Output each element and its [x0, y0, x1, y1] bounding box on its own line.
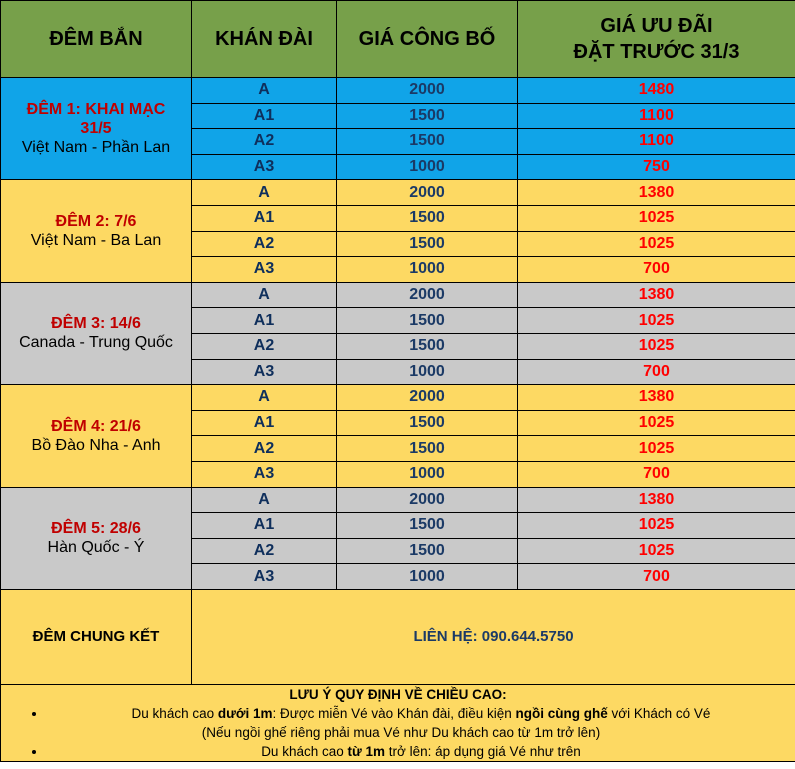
public-price-cell: 1500	[337, 513, 518, 539]
night-title: ĐÊM 5: 28/6	[51, 520, 141, 538]
public-price-cell: 1000	[337, 461, 518, 487]
header-deal-line2: ĐẶT TRƯỚC 31/3	[573, 41, 740, 63]
public-price-cell: 1500	[337, 231, 518, 257]
deal-price-cell: 1025	[518, 231, 795, 257]
notes-list	[1, 704, 795, 761]
note-emphasis: từ 1m	[347, 743, 386, 759]
height-notes	[1, 684, 795, 761]
deal-price-cell: 1380	[518, 282, 795, 308]
stand-cell: A3	[192, 564, 337, 590]
stand-cell: A2	[192, 231, 337, 257]
final-night-row	[1, 589, 795, 684]
note-under-1m	[47, 704, 795, 723]
public-price-cell: 1500	[337, 538, 518, 564]
night-title: ĐÊM 2: 7/6	[55, 213, 137, 231]
deal-price-cell: 1025	[518, 410, 795, 436]
note-text: Du khách cao	[261, 743, 348, 759]
note-text: : Được miễn Vé vào Khán đài, điều kiện	[272, 705, 516, 721]
header-public-price: GIÁ CÔNG BỐ	[337, 1, 518, 78]
stand-cell: A3	[192, 154, 337, 180]
deal-price-cell: 750	[518, 154, 795, 180]
deal-price-cell: 1380	[518, 385, 795, 411]
note-emphasis: dưới 1m	[217, 705, 273, 721]
public-price-cell: 2000	[337, 487, 518, 513]
night-cell	[1, 180, 192, 282]
public-price-cell: 1500	[337, 308, 518, 334]
header-night: ĐÊM BẮN	[1, 1, 192, 78]
night-date: 31/5	[80, 120, 112, 138]
notes-title: LƯU Ý QUY ĐỊNH VỀ CHIỀU CAO:	[289, 686, 507, 702]
header-deal-line1: GIÁ ƯU ĐÃI	[600, 15, 713, 37]
public-price-cell: 1000	[337, 564, 518, 590]
public-price-cell: 2000	[337, 78, 518, 104]
night-title: ĐÊM 1: KHAI MẠC	[26, 101, 166, 119]
deal-price-cell: 700	[518, 564, 795, 590]
deal-price-cell: 1380	[518, 487, 795, 513]
stand-cell: A	[192, 385, 337, 411]
night-match: Canada - Trung Quốc	[19, 334, 173, 352]
public-price-cell: 1500	[337, 103, 518, 129]
stand-cell: A1	[192, 103, 337, 129]
night-cell	[1, 282, 192, 384]
public-price-cell: 1500	[337, 410, 518, 436]
header-row	[1, 1, 795, 78]
stand-cell: A	[192, 78, 337, 104]
table-row	[1, 487, 795, 513]
note-text: với Khách có Vé	[607, 705, 711, 721]
table-row	[1, 180, 795, 206]
night-match: Việt Nam - Phần Lan	[21, 139, 171, 157]
public-price-cell: 2000	[337, 180, 518, 206]
stand-cell: A2	[192, 333, 337, 359]
night-match: Bồ Đào Nha - Anh	[31, 436, 161, 454]
deal-price-cell: 700	[518, 461, 795, 487]
stand-cell: A	[192, 487, 337, 513]
night-match: Hàn Quốc - Ý	[47, 539, 145, 557]
public-price-cell: 1500	[337, 436, 518, 462]
public-price-cell: 1500	[337, 129, 518, 155]
night-cell	[1, 385, 192, 487]
stand-cell: A2	[192, 538, 337, 564]
deal-price-cell: 700	[518, 257, 795, 283]
stand-cell: A3	[192, 359, 337, 385]
header-stand: KHÁN ĐÀI	[192, 1, 337, 78]
deal-price-cell: 1025	[518, 513, 795, 539]
deal-price-cell: 1025	[518, 205, 795, 231]
table-row	[1, 385, 795, 411]
stand-cell: A1	[192, 205, 337, 231]
stand-cell: A2	[192, 436, 337, 462]
public-price-cell: 2000	[337, 282, 518, 308]
deal-price-cell: 1025	[518, 308, 795, 334]
night-cell	[1, 487, 192, 589]
stand-cell: A	[192, 180, 337, 206]
stand-cell: A3	[192, 461, 337, 487]
public-price-cell: 1000	[337, 257, 518, 283]
note-emphasis: ngồi cùng ghế	[515, 705, 608, 721]
public-price-cell: 1500	[337, 333, 518, 359]
public-price-cell: 2000	[337, 385, 518, 411]
deal-price-cell: 1100	[518, 129, 795, 155]
stand-cell: A	[192, 282, 337, 308]
night-title: ĐÊM 3: 14/6	[51, 315, 141, 333]
night-title: ĐÊM 4: 21/6	[51, 417, 141, 435]
contact-hotline: LIÊN HỆ: 090.644.5750	[192, 589, 795, 684]
night-match: Việt Nam - Ba Lan	[30, 232, 162, 250]
deal-price-cell: 1100	[518, 103, 795, 129]
note-text: Du khách cao	[131, 705, 218, 721]
night-cell	[1, 78, 192, 180]
stand-cell: A2	[192, 129, 337, 155]
deal-price-cell: 1025	[518, 333, 795, 359]
deal-price-cell: 700	[518, 359, 795, 385]
public-price-cell: 1500	[337, 205, 518, 231]
stand-cell: A3	[192, 257, 337, 283]
public-price-cell: 1000	[337, 359, 518, 385]
note-over-1m	[47, 742, 795, 761]
note-text: trở lên: áp dụng giá Vé như trên	[385, 743, 581, 759]
stand-cell: A1	[192, 308, 337, 334]
public-price-cell: 1000	[337, 154, 518, 180]
deal-price-cell: 1380	[518, 180, 795, 206]
table-row	[1, 78, 795, 104]
notes-row	[1, 684, 795, 761]
final-night-label: ĐÊM CHUNG KẾT	[1, 589, 192, 684]
stand-cell: A1	[192, 513, 337, 539]
deal-price-cell: 1025	[518, 436, 795, 462]
deal-price-cell: 1025	[518, 538, 795, 564]
table-row	[1, 282, 795, 308]
stand-cell: A1	[192, 410, 337, 436]
note-sub: (Nếu ngồi ghế riêng phải mua Vé như Du khách cao từ 1m trở lên)	[201, 724, 601, 740]
deal-price-cell: 1480	[518, 78, 795, 104]
header-deal-price	[518, 1, 795, 78]
